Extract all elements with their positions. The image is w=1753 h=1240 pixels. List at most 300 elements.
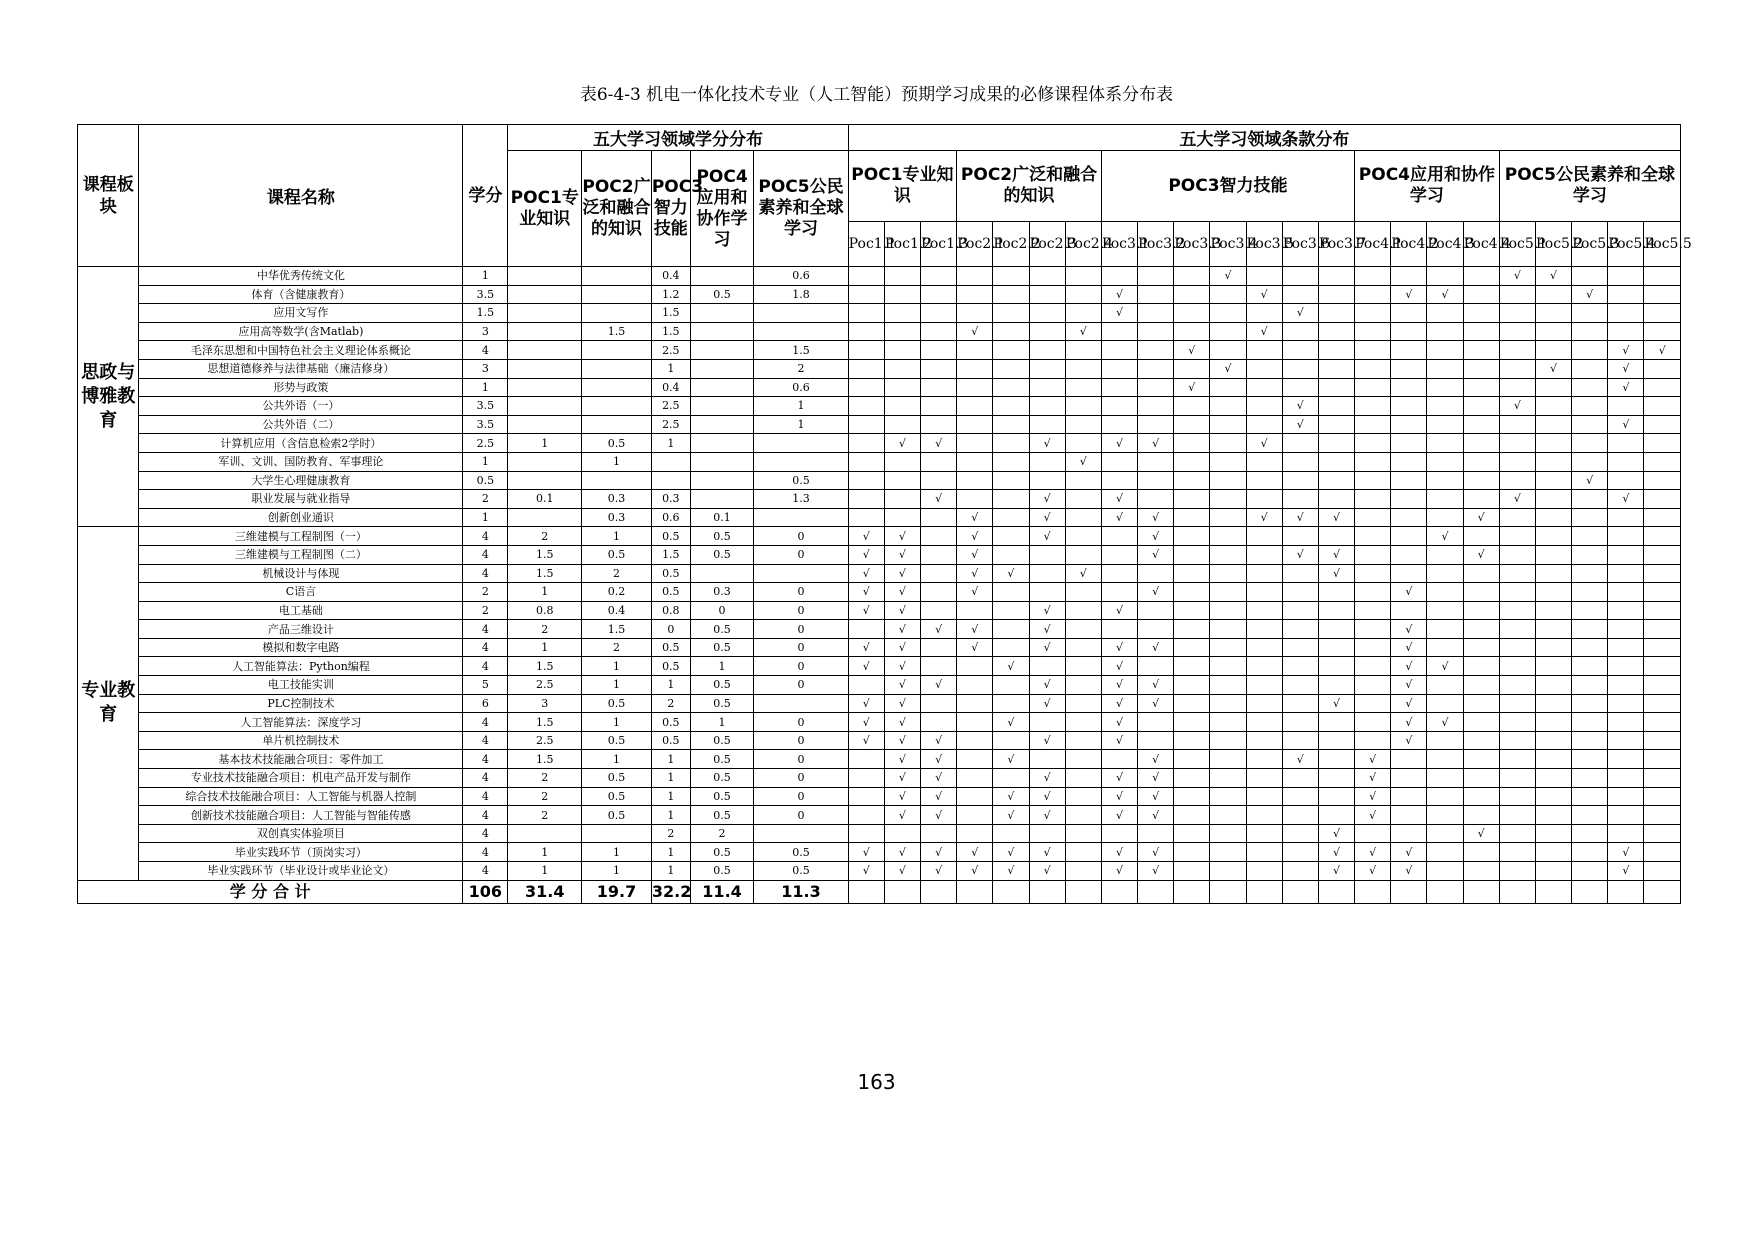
clause-cell: √ [1029, 731, 1065, 750]
clause-cell [1355, 359, 1391, 378]
clause-cell: √ [1101, 843, 1137, 862]
clause-cell [1391, 545, 1427, 564]
clause-cell: √ [848, 843, 884, 862]
clause-cell [848, 415, 884, 434]
clause-cell [1391, 415, 1427, 434]
clause-cell [1246, 750, 1282, 769]
clause-cell [1499, 676, 1535, 695]
clause-cell [1572, 731, 1608, 750]
clause-cell: √ [1101, 285, 1137, 304]
course-name: 三维建模与工程制图（一） [139, 527, 463, 546]
header-sub-code: Poc3.7 [1318, 222, 1354, 267]
clause-cell [1210, 415, 1246, 434]
clause-cell [1499, 843, 1535, 862]
clause-cell [1535, 750, 1571, 769]
header-sub-code: Poc1.2 [884, 222, 920, 267]
poc5-credit-cell: 2 [754, 359, 848, 378]
clause-cell [1318, 620, 1354, 639]
clause-cell [848, 676, 884, 695]
poc3-credit-cell: 0.5 [651, 731, 690, 750]
poc5-credit-cell [754, 694, 848, 713]
poc3-credit-cell: 1.5 [651, 304, 690, 323]
poc4-credit-cell: 0.5 [690, 787, 754, 806]
clause-cell [1535, 378, 1571, 397]
clause-cell [1210, 787, 1246, 806]
table-row [78, 527, 1681, 546]
clause-cell [884, 304, 920, 323]
course-name: C语言 [139, 583, 463, 602]
clause-cell [1355, 341, 1391, 360]
clause-cell [1101, 341, 1137, 360]
clause-cell: √ [921, 787, 957, 806]
clause-cell: √ [1391, 694, 1427, 713]
course-credit: 1 [463, 378, 508, 397]
poc4-credit-cell: 0.5 [690, 862, 754, 881]
clause-cell [1644, 285, 1681, 304]
clause-cell [1174, 304, 1210, 323]
clause-cell [1608, 806, 1644, 825]
poc5-credit-cell: 0.5 [754, 862, 848, 881]
table-row [78, 713, 1681, 732]
clause-cell [1138, 285, 1174, 304]
clause-cell: √ [884, 731, 920, 750]
clause-cell: √ [1138, 527, 1174, 546]
header-sub-code: Poc3.2 [1138, 222, 1174, 267]
total-clause-cell [1065, 880, 1101, 903]
clause-cell: √ [1246, 434, 1282, 453]
clause-cell [1282, 452, 1318, 471]
poc1-credit-cell [508, 359, 582, 378]
clause-cell [1210, 657, 1246, 676]
poc3-credit-cell: 1 [651, 843, 690, 862]
clause-cell [1138, 397, 1174, 416]
clause-cell [1535, 601, 1571, 620]
poc3-credit-cell: 0.5 [651, 713, 690, 732]
course-credit: 4 [463, 564, 508, 583]
clause-cell [993, 620, 1029, 639]
header-poc2-group: POC2广泛和融合的知识 [957, 151, 1102, 222]
poc3-credit-cell: 0.4 [651, 267, 690, 286]
clause-cell: √ [1391, 620, 1427, 639]
course-credit: 4 [463, 862, 508, 881]
clause-cell: √ [1029, 508, 1065, 527]
course-name: 形势与政策 [139, 378, 463, 397]
clause-cell [957, 657, 993, 676]
poc4-credit-cell [690, 434, 754, 453]
clause-cell [1210, 434, 1246, 453]
poc1-credit-cell [508, 378, 582, 397]
total-clause-cell [848, 880, 884, 903]
clause-cell [921, 638, 957, 657]
clause-cell [1644, 676, 1681, 695]
clause-cell [1101, 471, 1137, 490]
clause-cell [1427, 490, 1463, 509]
clause-cell [1138, 657, 1174, 676]
clause-cell [1246, 694, 1282, 713]
clause-cell [1463, 638, 1499, 657]
clause-cell [921, 378, 957, 397]
clause-cell [1174, 359, 1210, 378]
poc2-credit-cell: 0.2 [582, 583, 652, 602]
clause-cell [1463, 341, 1499, 360]
poc5-credit-cell [754, 564, 848, 583]
clause-cell [1499, 806, 1535, 825]
course-credit: 4 [463, 750, 508, 769]
clause-cell: √ [1608, 843, 1644, 862]
poc2-credit-cell [582, 471, 652, 490]
clause-cell [1499, 694, 1535, 713]
clause-cell: √ [1391, 583, 1427, 602]
clause-cell [1246, 676, 1282, 695]
clause-cell [1644, 359, 1681, 378]
poc1-credit-cell: 1 [508, 583, 582, 602]
clause-cell: √ [1138, 638, 1174, 657]
poc3-credit-cell: 1 [651, 787, 690, 806]
total-credit: 106 [463, 880, 508, 903]
clause-cell [921, 713, 957, 732]
course-name: 机械设计与体现 [139, 564, 463, 583]
clause-cell [1101, 397, 1137, 416]
header-sub-code: Poc5.3 [1572, 222, 1608, 267]
clause-cell [1065, 378, 1101, 397]
clause-cell [1535, 415, 1571, 434]
clause-cell [884, 452, 920, 471]
clause-cell: √ [1029, 787, 1065, 806]
clause-cell [1318, 397, 1354, 416]
clause-cell [1427, 731, 1463, 750]
clause-cell [1499, 564, 1535, 583]
total-clause-cell [1282, 880, 1318, 903]
clause-cell [1499, 862, 1535, 881]
clause-cell [993, 769, 1029, 788]
clause-cell [993, 508, 1029, 527]
poc4-credit-cell [690, 341, 754, 360]
clause-cell [1174, 787, 1210, 806]
clause-cell [1608, 545, 1644, 564]
clause-cell [1210, 285, 1246, 304]
clause-cell [921, 471, 957, 490]
clause-cell: √ [1427, 713, 1463, 732]
clause-cell: √ [1318, 564, 1354, 583]
clause-cell [1355, 434, 1391, 453]
clause-cell [1608, 731, 1644, 750]
clause-cell [1138, 341, 1174, 360]
clause-cell [1029, 415, 1065, 434]
clause-cell: √ [1138, 694, 1174, 713]
clause-cell [1535, 806, 1571, 825]
clause-cell [1572, 862, 1608, 881]
poc4-credit-cell: 0.5 [690, 638, 754, 657]
poc3-credit-cell: 0.8 [651, 601, 690, 620]
poc1-credit-cell [508, 415, 582, 434]
clause-cell [1210, 620, 1246, 639]
course-credit: 2.5 [463, 434, 508, 453]
clause-cell: √ [884, 787, 920, 806]
header-sub-code: Poc4.1 [1355, 222, 1391, 267]
total-poc1: 31.4 [508, 880, 582, 903]
clause-cell [1174, 713, 1210, 732]
clause-cell [1246, 638, 1282, 657]
clause-cell [1644, 322, 1681, 341]
clause-cell [1029, 397, 1065, 416]
clause-cell [1427, 359, 1463, 378]
clause-cell [921, 285, 957, 304]
clause-cell [884, 341, 920, 360]
clause-cell [1246, 359, 1282, 378]
course-name: 中华优秀传统文化 [139, 267, 463, 286]
clause-cell [993, 267, 1029, 286]
clause-cell [993, 527, 1029, 546]
table-title: 表6-4-3 机电一体化技术专业（人工智能）预期学习成果的必修课程体系分布表 [579, 85, 1174, 105]
clause-cell [1391, 359, 1427, 378]
clause-cell [1355, 322, 1391, 341]
clause-cell [993, 285, 1029, 304]
course-name: 公共外语（一） [139, 397, 463, 416]
clause-cell: √ [1029, 490, 1065, 509]
course-credit: 4 [463, 787, 508, 806]
clause-cell [1318, 806, 1354, 825]
clause-cell [1210, 304, 1246, 323]
clause-cell [1174, 638, 1210, 657]
clause-cell [1246, 471, 1282, 490]
clause-cell [921, 322, 957, 341]
clause-cell [1608, 267, 1644, 286]
table-row [78, 285, 1681, 304]
clause-cell [1210, 322, 1246, 341]
poc5-credit-cell: 1 [754, 415, 848, 434]
table-row [78, 862, 1681, 881]
course-credit: 2 [463, 583, 508, 602]
clause-cell [957, 750, 993, 769]
clause-cell [1535, 583, 1571, 602]
clause-cell [1499, 601, 1535, 620]
clause-cell [884, 378, 920, 397]
clause-cell [1572, 583, 1608, 602]
clause-cell: √ [1355, 787, 1391, 806]
course-credit: 1.5 [463, 304, 508, 323]
clause-cell [1101, 824, 1137, 843]
course-name: 基本技术技能融合项目：零件加工 [139, 750, 463, 769]
clause-cell [1246, 731, 1282, 750]
poc1-credit-cell: 3 [508, 694, 582, 713]
clause-cell [921, 397, 957, 416]
clause-cell [1463, 378, 1499, 397]
clause-cell [1174, 657, 1210, 676]
total-clause-cell [921, 880, 957, 903]
header-sub-code: Poc2.1 [957, 222, 993, 267]
clause-cell [1644, 638, 1681, 657]
poc4-credit-cell: 0.5 [690, 545, 754, 564]
course-credit: 0.5 [463, 471, 508, 490]
clause-cell [848, 471, 884, 490]
clause-cell: √ [1391, 285, 1427, 304]
clause-cell [848, 508, 884, 527]
clause-cell [1174, 769, 1210, 788]
clause-cell [1210, 508, 1246, 527]
clause-cell [957, 415, 993, 434]
poc4-credit-cell: 0.5 [690, 676, 754, 695]
clause-cell [1608, 564, 1644, 583]
course-name: 毛泽东思想和中国特色社会主义理论体系概论 [139, 341, 463, 360]
clause-cell [1318, 452, 1354, 471]
clause-cell [1608, 620, 1644, 639]
header-sub-code: Poc4.3 [1427, 222, 1463, 267]
clause-cell [1210, 750, 1246, 769]
poc3-credit-cell: 2 [651, 694, 690, 713]
poc3-credit-cell: 1 [651, 434, 690, 453]
poc5-credit-cell: 0 [754, 601, 848, 620]
poc3-credit-cell: 1 [651, 806, 690, 825]
clause-cell: √ [993, 843, 1029, 862]
clause-cell: √ [957, 564, 993, 583]
clause-cell [1463, 415, 1499, 434]
clause-cell [1210, 638, 1246, 657]
clause-cell [1463, 452, 1499, 471]
clause-cell [1391, 267, 1427, 286]
clause-cell: √ [1246, 285, 1282, 304]
clause-cell [1065, 304, 1101, 323]
clause-cell [1065, 843, 1101, 862]
course-credit: 4 [463, 545, 508, 564]
clause-cell [1318, 750, 1354, 769]
clause-cell: √ [1029, 676, 1065, 695]
clause-cell: √ [1608, 341, 1644, 360]
clause-cell: √ [1391, 713, 1427, 732]
poc5-credit-cell: 0 [754, 806, 848, 825]
clause-cell [1572, 750, 1608, 769]
poc2-credit-cell [582, 378, 652, 397]
poc3-credit-cell: 2.5 [651, 397, 690, 416]
course-name: 思想道德修养与法律基础（廉洁修身） [139, 359, 463, 378]
total-clause-cell [1572, 880, 1608, 903]
clause-cell [1644, 657, 1681, 676]
clause-cell [1572, 415, 1608, 434]
clause-cell [1463, 694, 1499, 713]
clause-cell [1210, 341, 1246, 360]
clause-cell [1608, 824, 1644, 843]
header-credit-distribution: 五大学习领域学分分布 [508, 125, 848, 151]
course-credit: 4 [463, 731, 508, 750]
header-sub-code: Poc2.4 [1065, 222, 1101, 267]
poc2-credit-cell [582, 285, 652, 304]
clause-cell [1535, 824, 1571, 843]
poc3-credit-cell: 0.4 [651, 378, 690, 397]
table-row [78, 638, 1681, 657]
clause-cell [1608, 657, 1644, 676]
clause-cell [993, 471, 1029, 490]
clause-cell: √ [1355, 750, 1391, 769]
clause-cell [1391, 304, 1427, 323]
poc2-credit-cell: 0.5 [582, 694, 652, 713]
clause-cell [1391, 434, 1427, 453]
table-row [78, 322, 1681, 341]
clause-cell [1535, 397, 1571, 416]
clause-cell [1644, 583, 1681, 602]
poc1-credit-cell: 1 [508, 434, 582, 453]
clause-cell: √ [993, 564, 1029, 583]
clause-cell [1065, 787, 1101, 806]
clause-cell [1246, 545, 1282, 564]
clause-cell: √ [1029, 843, 1065, 862]
clause-cell: √ [1138, 769, 1174, 788]
clause-cell: √ [1427, 527, 1463, 546]
clause-cell [1246, 620, 1282, 639]
clause-cell [1535, 843, 1571, 862]
clause-cell [1463, 843, 1499, 862]
clause-cell: √ [884, 434, 920, 453]
clause-cell [1174, 508, 1210, 527]
clause-cell [993, 676, 1029, 695]
table-row [78, 787, 1681, 806]
clause-cell [1282, 601, 1318, 620]
clause-cell: √ [1355, 843, 1391, 862]
clause-cell [993, 731, 1029, 750]
clause-cell [848, 806, 884, 825]
clause-cell [1174, 452, 1210, 471]
clause-cell [1210, 527, 1246, 546]
clause-cell [1282, 434, 1318, 453]
clause-cell [1210, 564, 1246, 583]
clause-cell [1463, 583, 1499, 602]
clause-cell [1535, 862, 1571, 881]
clause-cell [1463, 285, 1499, 304]
clause-cell [1427, 508, 1463, 527]
clause-cell [1282, 657, 1318, 676]
clause-cell [1246, 657, 1282, 676]
clause-cell [1065, 769, 1101, 788]
clause-cell [1608, 676, 1644, 695]
clause-cell [1499, 545, 1535, 564]
clause-cell [848, 304, 884, 323]
clause-cell: √ [1138, 806, 1174, 825]
poc3-credit-cell: 1 [651, 862, 690, 881]
clause-cell [1138, 601, 1174, 620]
poc4-credit-cell [690, 452, 754, 471]
course-credit: 4 [463, 713, 508, 732]
clause-cell [1065, 285, 1101, 304]
clause-cell [1427, 434, 1463, 453]
clause-cell [1318, 676, 1354, 695]
section-label: 专业教育 [78, 527, 139, 880]
header-poc2-credit: POC2广泛和融合的知识 [582, 151, 652, 267]
clause-cell: √ [884, 638, 920, 657]
poc2-credit-cell: 0.5 [582, 769, 652, 788]
clause-cell: √ [848, 694, 884, 713]
clause-cell: √ [884, 862, 920, 881]
clause-cell [1644, 267, 1681, 286]
course-credit: 1 [463, 452, 508, 471]
clause-cell [1174, 415, 1210, 434]
poc1-credit-cell [508, 452, 582, 471]
clause-cell [1463, 620, 1499, 639]
header-sub-code: Poc5.4 [1608, 222, 1644, 267]
clause-cell [848, 452, 884, 471]
poc3-credit-cell: 0.5 [651, 657, 690, 676]
clause-cell [1282, 471, 1318, 490]
poc5-credit-cell: 0 [754, 638, 848, 657]
course-credit: 3 [463, 359, 508, 378]
clause-cell [1210, 545, 1246, 564]
poc4-credit-cell: 0.5 [690, 620, 754, 639]
clause-cell [1174, 527, 1210, 546]
clause-cell [1065, 415, 1101, 434]
clause-cell [1101, 378, 1137, 397]
clause-cell [1138, 471, 1174, 490]
clause-cell [1644, 601, 1681, 620]
clause-cell [1282, 620, 1318, 639]
clause-cell: √ [1210, 359, 1246, 378]
header-sub-code: Poc5.5 [1644, 222, 1681, 267]
